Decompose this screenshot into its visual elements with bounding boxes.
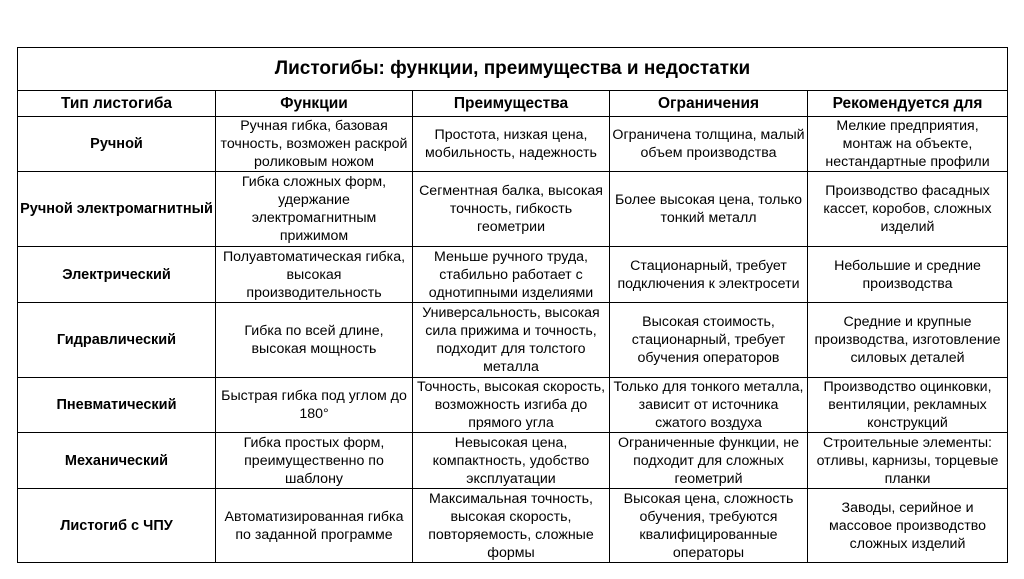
cell-type: Ручной электромагнитный [18,172,216,247]
table-row [18,489,1008,563]
cell-functions: Гибка сложных форм, удержание электромагнитным прижимом [216,172,413,247]
cell-limitations: Ограничена толщина, малый объем производства [610,117,808,172]
header-row [18,91,1008,117]
cell-type: Гидравлический [18,303,216,378]
table-row [18,303,1008,378]
title-row [18,48,1008,91]
comparison-table-container [17,47,1007,563]
table-row [18,117,1008,172]
cell-recommended: Строительные элементы: отливы, карнизы, торцевые планки [808,433,1008,489]
cell-recommended: Небольшие и средние производства [808,247,1008,303]
header-functions: Функции [216,91,413,117]
cell-limitations: Стационарный, требует подключения к электросети [610,247,808,303]
cell-advantages: Сегментная балка, высокая точность, гибкость геометрии [413,172,610,247]
cell-limitations: Только для тонкого металла, зависит от источника сжатого воздуха [610,378,808,433]
cell-type: Листогиб с ЧПУ [18,489,216,563]
cell-advantages: Невысокая цена, компактность, удобство эксплуатации [413,433,610,489]
cell-limitations: Высокая стоимость, стационарный, требует обучения операторов [610,303,808,378]
table-title: Листогибы: функции, преимущества и недостатки [18,48,1008,91]
cell-recommended: Производство фасадных кассет, коробов, сложных изделий [808,172,1008,247]
cell-functions: Автоматизированная гибка по заданной программе [216,489,413,563]
header-limitations: Ограничения [610,91,808,117]
cell-functions: Полуавтоматическая гибка, высокая производительность [216,247,413,303]
cell-functions: Гибка по всей длине, высокая мощность [216,303,413,378]
cell-advantages: Меньше ручного труда, стабильно работает с однотипными изделиями [413,247,610,303]
comparison-table [17,47,1008,563]
cell-recommended: Заводы, серийное и массовое производство сложных изделий [808,489,1008,563]
cell-limitations: Ограниченные функции, не подходит для сложных геометрий [610,433,808,489]
cell-limitations: Высокая цена, сложность обучения, требуются квалифицированные операторы [610,489,808,563]
cell-recommended: Средние и крупные производства, изготовление силовых деталей [808,303,1008,378]
cell-advantages: Универсальность, высокая сила прижима и точность, подходит для толстого металла [413,303,610,378]
cell-advantages: Максимальная точность, высокая скорость, повторяемость, сложные формы [413,489,610,563]
cell-limitations: Более высокая цена, только тонкий металл [610,172,808,247]
header-recommended: Рекомендуется для [808,91,1008,117]
header-advantages: Преимущества [413,91,610,117]
cell-advantages: Простота, низкая цена, мобильность, надежность [413,117,610,172]
table-row [18,378,1008,433]
table-row [18,247,1008,303]
table-row [18,172,1008,247]
cell-functions: Гибка простых форм, преимущественно по шаблону [216,433,413,489]
cell-type: Ручной [18,117,216,172]
table-row [18,433,1008,489]
cell-type: Пневматический [18,378,216,433]
cell-type: Механический [18,433,216,489]
header-type: Тип листогиба [18,91,216,117]
cell-recommended: Производство оцинковки, вентиляции, рекламных конструкций [808,378,1008,433]
cell-recommended: Мелкие предприятия, монтаж на объекте, нестандартные профили [808,117,1008,172]
cell-advantages: Точность, высокая скорость, возможность изгиба до прямого угла [413,378,610,433]
cell-functions: Ручная гибка, базовая точность, возможен раскрой роликовым ножом [216,117,413,172]
cell-type: Электрический [18,247,216,303]
cell-functions: Быстрая гибка под углом до 180° [216,378,413,433]
